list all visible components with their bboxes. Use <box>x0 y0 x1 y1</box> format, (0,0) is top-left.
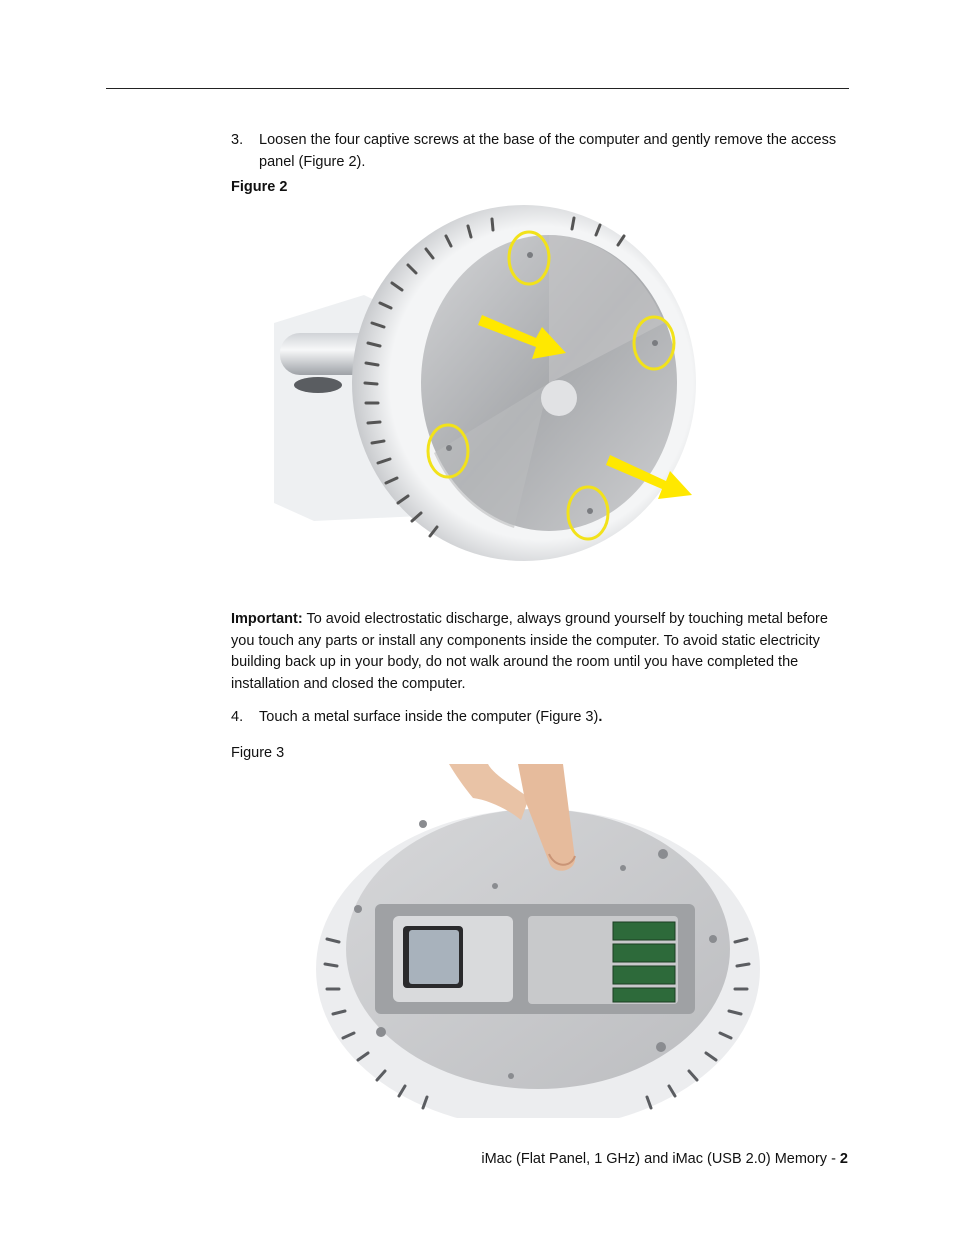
header-rule <box>106 88 849 89</box>
important-label: Important: <box>231 611 303 627</box>
important-text: To avoid electrostatic discharge, always ground yourself by touching metal before you touch any parts or install any components inside the computer. To avoid static electricity building back up in your body, do not walk around the room until you have completed the installation and closed the computer. <box>231 611 828 693</box>
step-4-period: . <box>598 709 603 725</box>
step-number: 3. <box>231 132 244 148</box>
figure-2-label: Figure 2 <box>231 179 288 195</box>
step-number: 4. <box>231 709 244 725</box>
step-text <box>231 706 843 728</box>
page-footer <box>481 1151 848 1167</box>
step-4-text: Touch a metal surface inside the computer (Figure 3) <box>259 709 599 725</box>
figure-2-image <box>274 203 704 573</box>
important-note <box>231 609 849 696</box>
step-4 <box>231 706 843 728</box>
figure-3-image <box>313 764 763 1118</box>
page-number: 2 <box>839 1151 848 1167</box>
step-3 <box>231 129 843 173</box>
step-text: Loosen the four captive screws at the base of the computer and gently remove the access panel (Figure 2). <box>259 132 837 170</box>
footer-title: iMac (Flat Panel, 1 GHz) and iMac (USB 2.0) Memory - <box>481 1151 836 1167</box>
figure-3-label: Figure 3 <box>231 745 285 761</box>
